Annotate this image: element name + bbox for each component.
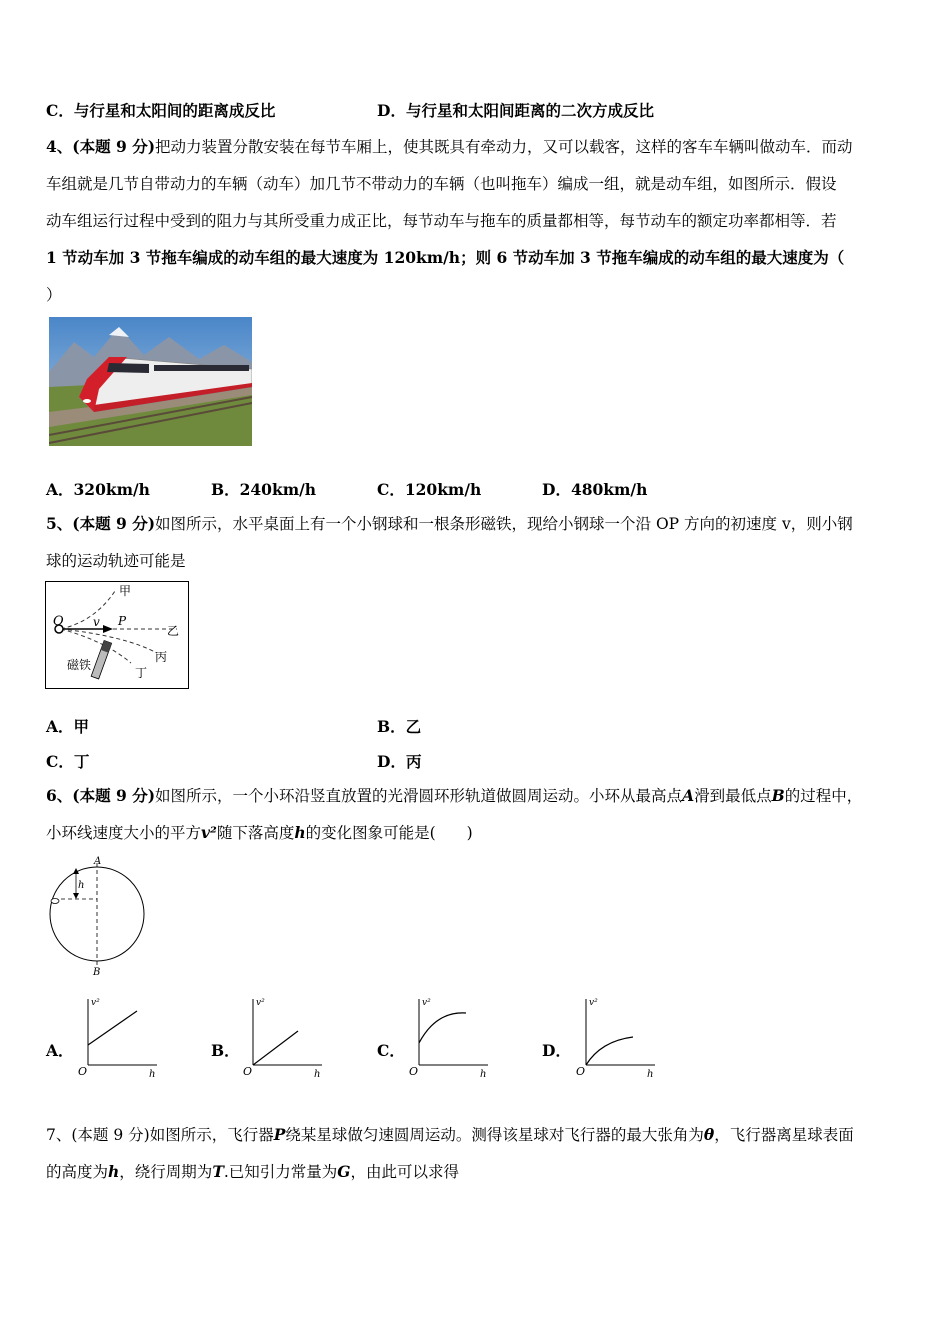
q7-score: (本题 9 分) <box>71 1126 150 1144</box>
circle-track-figure <box>42 855 154 977</box>
q7-g: G <box>337 1162 351 1181</box>
graph-d-origin: O <box>576 1065 586 1078</box>
q5-option-c: C．丁 <box>46 752 90 771</box>
q7-text-2c: .已知引力常量为 <box>223 1163 338 1181</box>
circle-label-b: B <box>93 967 101 977</box>
label-jia: 甲 <box>119 584 132 598</box>
q5-option-d: D．丙 <box>377 752 422 771</box>
label-o: O <box>53 614 64 629</box>
q4-line-5: ） <box>46 286 62 304</box>
q7-text-2b: ，绕行周期为 <box>119 1163 213 1181</box>
graph-a-xlabel: h <box>149 1069 156 1080</box>
q4-score: (本题 9 分) <box>72 137 156 156</box>
q7-text-1b: 绕某星球做匀速圆周运动。测得该星球对飞行器的最大张角为 <box>285 1126 704 1144</box>
q4-number: 4、 <box>46 137 73 156</box>
graph-d-ylabel: v² <box>589 998 598 1008</box>
label-bing: 丙 <box>155 650 168 664</box>
q7-h: h <box>108 1162 120 1181</box>
graph-c-xlabel: h <box>480 1069 487 1080</box>
q4-line-1 <box>46 137 853 157</box>
q6-text-1c: 的过程中， <box>784 787 863 805</box>
q7-text-2d: ，由此可以求得 <box>350 1163 460 1181</box>
circle-label-a: A <box>94 856 102 867</box>
graph-d-xlabel: h <box>647 1069 654 1080</box>
q6-point-b: B <box>771 786 785 805</box>
label-magnet: 磁铁 <box>67 658 92 672</box>
q6-text-1b: 滑到最低点 <box>694 787 772 805</box>
q5-text-1: 如图所示，水平桌面上有一个小钢球和一根条形磁铁，现给小钢球一个沿 OP 方向的初速度 v，则小钢 <box>155 515 853 533</box>
q6-text-2b: 随下落高度 <box>216 824 295 842</box>
q5-line-2: 球的运动轨迹可能是 <box>46 552 186 570</box>
graph-c-origin: O <box>409 1065 419 1078</box>
graph-b-origin: O <box>243 1065 253 1078</box>
graph-b <box>240 995 326 1081</box>
q6-text-2c: 的变化图象可能是( ) <box>305 824 473 842</box>
q6-score: (本题 9 分) <box>72 786 156 805</box>
q4-line-2: 车组就是几节自带动力的车辆（动车）加几节不带动力的车辆（也叫拖车）编成一组，就是动车组，如图所示．假设 <box>46 175 837 193</box>
train-image <box>49 317 252 446</box>
q5-line-1 <box>46 514 853 534</box>
q6-v2: v² <box>201 823 217 842</box>
label-yi: 乙 <box>167 624 180 638</box>
q5-option-a: A．甲 <box>46 717 90 736</box>
q7-text-2a: 的高度为 <box>46 1163 109 1181</box>
graph-a <box>75 995 161 1081</box>
q3-option-c: C．与行星和太阳间的距离成反比 <box>46 101 276 120</box>
q4-text-1: 把动力装置分散安装在每节车厢上，使其既具有牵动力，又可以载客，这样的客车车辆叫做动车．而动 <box>155 138 853 156</box>
q4-line-3: 动车组运行过程中受到的阻力与其所受重力成正比，每节动车与拖车的质量都相等，每节动车的额定功率都相等．若 <box>46 212 837 230</box>
label-ding: 丁 <box>135 666 148 680</box>
q6-text-1a: 如图所示，一个小环沿竖直放置的光滑圆环形轨道做圆周运动。小环从最高点 <box>155 787 683 805</box>
graph-b-ylabel: v² <box>256 998 265 1008</box>
q6-h: h <box>294 823 306 842</box>
q6-option-d: D． <box>542 1041 571 1060</box>
q7-theta: θ <box>703 1125 715 1144</box>
q7-number: 7、 <box>46 1126 72 1144</box>
q7-text-1c: ，飞行器离星球表面 <box>714 1126 854 1144</box>
q3-option-d: D．与行星和太阳间距离的二次方成反比 <box>377 101 654 120</box>
graph-c-ylabel: v² <box>422 998 431 1008</box>
q7-t: T <box>212 1162 224 1181</box>
q4-option-d: D．480km/h <box>542 480 648 499</box>
label-p: P <box>118 614 127 628</box>
q4-option-a: A．320km/h <box>46 480 150 499</box>
graph-c <box>406 995 492 1081</box>
q7-p: P <box>273 1125 286 1144</box>
q6-option-b: B． <box>211 1041 240 1060</box>
graph-d <box>573 995 659 1081</box>
q4-line-4: 1 节动车加 3 节拖车编成的动车组的最大速度为 120km/h；则 6 节动车加 3 节拖车编成的动车组的最大速度为（ <box>46 248 845 267</box>
q4-option-b: B．240km/h <box>211 480 317 499</box>
graph-a-ylabel: v² <box>91 998 100 1008</box>
graph-a-origin: O <box>78 1065 88 1078</box>
magnet-figure <box>45 581 189 689</box>
label-v: v <box>93 615 100 629</box>
q7-line-1 <box>46 1125 854 1145</box>
q6-number: 6、 <box>46 786 73 805</box>
q6-line-1 <box>46 786 862 806</box>
q6-option-c: C． <box>377 1041 405 1060</box>
graph-b-xlabel: h <box>314 1069 321 1080</box>
q5-number: 5、 <box>46 514 73 533</box>
circle-label-h: h <box>78 880 85 891</box>
q6-point-a: A <box>682 786 695 805</box>
q5-score: (本题 9 分) <box>72 514 156 533</box>
q7-line-2 <box>46 1162 459 1182</box>
q5-option-b: B．乙 <box>377 717 422 736</box>
q4-option-c: C．120km/h <box>377 480 482 499</box>
q7-text-1a: 如图所示，飞行器 <box>149 1126 274 1144</box>
q6-option-a: A． <box>46 1041 74 1060</box>
q6-line-2 <box>46 823 473 843</box>
q6-text-2a: 小环线速度大小的平方 <box>46 824 202 842</box>
